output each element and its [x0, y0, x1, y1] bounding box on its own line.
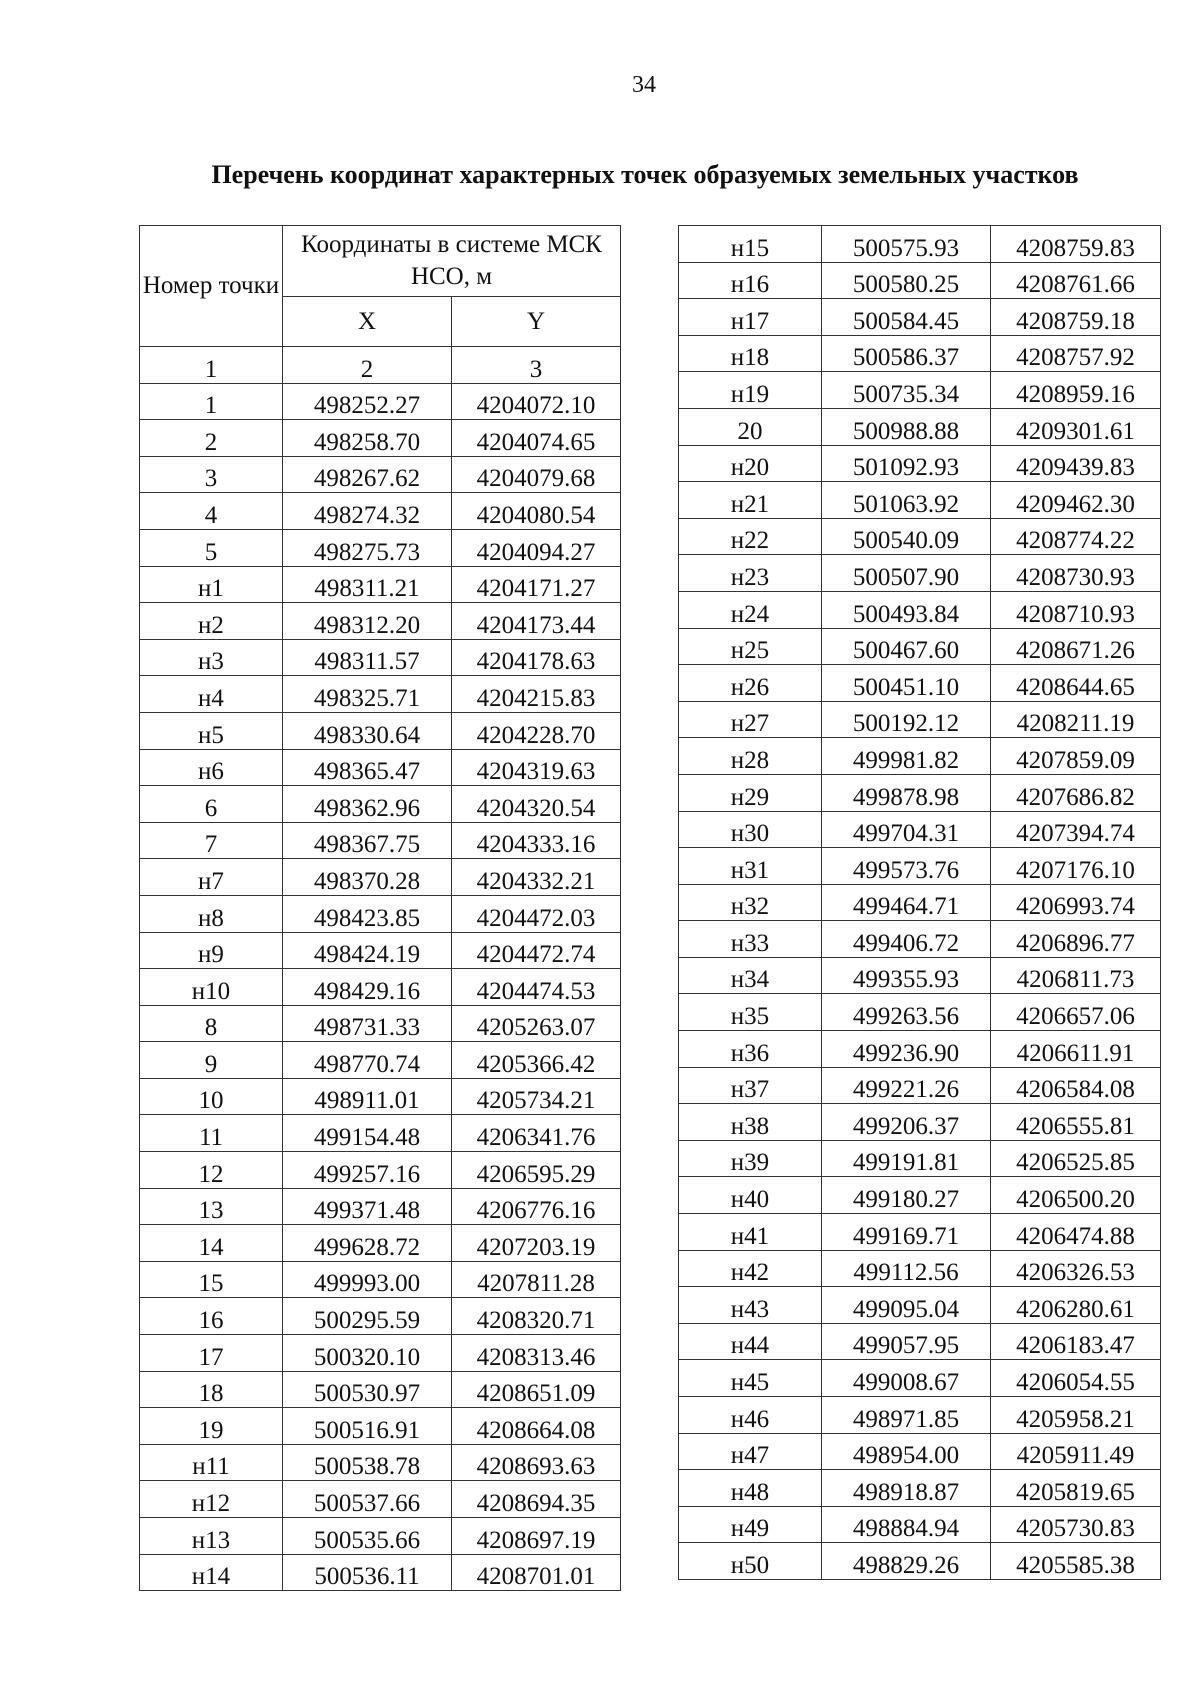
y-coordinate-cell: 4207203.19 [452, 1225, 621, 1262]
y-coordinate-cell: 4206341.76 [452, 1115, 621, 1152]
y-coordinate-cell: 4206500.20 [991, 1177, 1161, 1214]
table-row [140, 1554, 621, 1591]
y-coordinate-cell: 4208959.16 [991, 372, 1161, 409]
table-row [679, 1360, 1161, 1397]
x-coordinate-cell: 498884.94 [822, 1506, 991, 1543]
x-coordinate-cell: 499221.26 [822, 1067, 991, 1104]
point-number-cell: н46 [679, 1397, 822, 1434]
table-row [140, 383, 621, 420]
x-coordinate-cell: 499257.16 [283, 1152, 452, 1189]
y-coordinate-cell: 4204080.54 [452, 493, 621, 530]
x-coordinate-cell: 498312.20 [283, 603, 452, 640]
point-number-cell: 5 [140, 529, 283, 566]
x-coordinate-cell: 498362.96 [283, 786, 452, 823]
y-coordinate-cell: 4206555.81 [991, 1104, 1161, 1141]
point-number-cell: 4 [140, 493, 283, 530]
x-coordinate-cell: 498423.85 [283, 895, 452, 932]
table-row [679, 994, 1161, 1031]
document-title: Перечень координат характерных точек образуемых земельных участков [211, 160, 1079, 189]
y-coordinate-cell: 4207811.28 [452, 1261, 621, 1298]
y-coordinate-cell: 4204332.21 [452, 859, 621, 896]
x-coordinate-cell: 498911.01 [283, 1078, 452, 1115]
x-coordinate-cell: 498275.73 [283, 529, 452, 566]
table-row [679, 1177, 1161, 1214]
y-coordinate-cell: 4208694.35 [452, 1481, 621, 1518]
x-coordinate-cell: 499628.72 [283, 1225, 452, 1262]
point-number-cell: н28 [679, 738, 822, 775]
point-number-cell: 9 [140, 1042, 283, 1079]
y-coordinate-cell: 4206280.61 [991, 1287, 1161, 1324]
table-row [679, 957, 1161, 994]
point-number-cell: 14 [140, 1225, 283, 1262]
y-coordinate-cell: 4205585.38 [991, 1543, 1161, 1580]
page-number: 34 [632, 72, 656, 98]
point-number-cell: н49 [679, 1506, 822, 1543]
point-number-cell: н31 [679, 848, 822, 885]
x-coordinate-cell: 501092.93 [822, 445, 991, 482]
x-coordinate-cell: 500451.10 [822, 665, 991, 702]
point-number-cell: н6 [140, 749, 283, 786]
point-number-cell: 15 [140, 1261, 283, 1298]
y-coordinate-cell: 4204171.27 [452, 566, 621, 603]
point-number-cell: н43 [679, 1287, 822, 1324]
point-number-cell: н36 [679, 1031, 822, 1068]
x-coordinate-cell: 498274.32 [283, 493, 452, 530]
x-coordinate-cell: 498370.28 [283, 859, 452, 896]
table-row [679, 774, 1161, 811]
point-number-cell: 3 [140, 456, 283, 493]
x-coordinate-cell: 498330.64 [283, 712, 452, 749]
point-number-cell: н23 [679, 555, 822, 592]
header-x: X [283, 297, 452, 347]
x-coordinate-cell: 499878.98 [822, 774, 991, 811]
y-coordinate-cell: 4204094.27 [452, 529, 621, 566]
x-coordinate-cell: 498365.47 [283, 749, 452, 786]
table-row [679, 884, 1161, 921]
point-number-cell: 11 [140, 1115, 283, 1152]
table-row [140, 529, 621, 566]
point-number-cell: н8 [140, 895, 283, 932]
x-coordinate-cell: 499154.48 [283, 1115, 452, 1152]
y-coordinate-cell: 4204178.63 [452, 639, 621, 676]
x-coordinate-cell: 499206.37 [822, 1104, 991, 1141]
y-coordinate-cell: 4208701.01 [452, 1554, 621, 1591]
y-coordinate-cell: 4204074.65 [452, 420, 621, 457]
table-row [140, 1042, 621, 1079]
table-row [679, 1433, 1161, 1470]
point-number-cell: н19 [679, 372, 822, 409]
table-row [679, 811, 1161, 848]
table-row [140, 1371, 621, 1408]
point-number-cell: н25 [679, 628, 822, 665]
table-row [140, 1152, 621, 1189]
table-row [140, 822, 621, 859]
x-coordinate-cell: 500538.78 [283, 1444, 452, 1481]
point-number-cell: н35 [679, 994, 822, 1031]
x-coordinate-cell: 499993.00 [283, 1261, 452, 1298]
x-coordinate-cell: 499191.81 [822, 1140, 991, 1177]
table-row [140, 1115, 621, 1152]
table-row [140, 1225, 621, 1262]
point-number-cell: н45 [679, 1360, 822, 1397]
point-number-cell: н22 [679, 518, 822, 555]
x-coordinate-cell: 500537.66 [283, 1481, 452, 1518]
x-coordinate-cell: 499406.72 [822, 921, 991, 958]
x-coordinate-cell: 500467.60 [822, 628, 991, 665]
table-row [140, 859, 621, 896]
y-coordinate-cell: 4206584.08 [991, 1067, 1161, 1104]
point-number-cell: н32 [679, 884, 822, 921]
x-coordinate-cell: 499263.56 [822, 994, 991, 1031]
table-row [679, 1470, 1161, 1507]
y-coordinate-cell: 4205730.83 [991, 1506, 1161, 1543]
x-coordinate-cell: 498258.70 [283, 420, 452, 457]
x-coordinate-cell: 500530.97 [283, 1371, 452, 1408]
point-number-cell: н21 [679, 482, 822, 519]
table-row [679, 1104, 1161, 1141]
y-coordinate-cell: 4206776.16 [452, 1188, 621, 1225]
table-row [679, 445, 1161, 482]
table-row [140, 1518, 621, 1555]
y-coordinate-cell: 4208759.83 [991, 226, 1161, 263]
point-number-cell: н39 [679, 1140, 822, 1177]
y-coordinate-cell: 4207686.82 [991, 774, 1161, 811]
point-number-cell: н9 [140, 932, 283, 969]
y-coordinate-cell: 4209301.61 [991, 408, 1161, 445]
y-coordinate-cell: 4206474.88 [991, 1214, 1161, 1251]
point-number-cell: н10 [140, 969, 283, 1006]
point-number-cell: н11 [140, 1444, 283, 1481]
x-coordinate-cell: 498731.33 [283, 1005, 452, 1042]
point-number-cell: н17 [679, 299, 822, 336]
table-body-left [140, 383, 621, 1591]
table-row [679, 1140, 1161, 1177]
table-row [679, 335, 1161, 372]
x-coordinate-cell: 499169.71 [822, 1214, 991, 1251]
point-number-cell: н34 [679, 957, 822, 994]
x-coordinate-cell: 498325.71 [283, 676, 452, 713]
x-coordinate-cell: 499095.04 [822, 1287, 991, 1324]
table-row [140, 969, 621, 1006]
y-coordinate-cell: 4205263.07 [452, 1005, 621, 1042]
x-coordinate-cell: 498267.62 [283, 456, 452, 493]
x-coordinate-cell: 500536.11 [283, 1554, 452, 1591]
point-number-cell: 10 [140, 1078, 283, 1115]
x-coordinate-cell: 498770.74 [283, 1042, 452, 1079]
y-coordinate-cell: 4204333.16 [452, 822, 621, 859]
table-row [679, 1397, 1161, 1434]
point-number-cell: н30 [679, 811, 822, 848]
x-coordinate-cell: 498429.16 [283, 969, 452, 1006]
y-coordinate-cell: 4205958.21 [991, 1397, 1161, 1434]
table-row [679, 1031, 1161, 1068]
point-number-cell: н2 [140, 603, 283, 640]
point-number-cell: н41 [679, 1214, 822, 1251]
y-coordinate-cell: 4206896.77 [991, 921, 1161, 958]
table-row [140, 1444, 621, 1481]
table-row [140, 895, 621, 932]
x-coordinate-cell: 501063.92 [822, 482, 991, 519]
table-row [679, 299, 1161, 336]
y-coordinate-cell: 4206993.74 [991, 884, 1161, 921]
point-number-cell: н26 [679, 665, 822, 702]
point-number-cell: 16 [140, 1298, 283, 1335]
point-number-cell: 1 [140, 383, 283, 420]
y-coordinate-cell: 4204319.63 [452, 749, 621, 786]
point-number-cell: н42 [679, 1250, 822, 1287]
table-row [679, 482, 1161, 519]
table-body-right [679, 226, 1161, 1580]
header-col-index: 3 [452, 347, 621, 384]
point-number-cell: н27 [679, 701, 822, 738]
header-col-index: 1 [140, 347, 283, 384]
point-number-cell: 6 [140, 786, 283, 823]
y-coordinate-cell: 4205734.21 [452, 1078, 621, 1115]
point-number-cell: н24 [679, 591, 822, 628]
point-number-cell: 12 [140, 1152, 283, 1189]
x-coordinate-cell: 500493.84 [822, 591, 991, 628]
x-coordinate-cell: 498918.87 [822, 1470, 991, 1507]
point-number-cell: н12 [140, 1481, 283, 1518]
table-row [679, 226, 1161, 263]
x-coordinate-cell: 500584.45 [822, 299, 991, 336]
table-row [679, 628, 1161, 665]
point-number-cell: 13 [140, 1188, 283, 1225]
table-row [679, 372, 1161, 409]
point-number-cell: н4 [140, 676, 283, 713]
table-row [140, 786, 621, 823]
header-point-number: Номер точки [140, 226, 283, 347]
point-number-cell: 2 [140, 420, 283, 457]
y-coordinate-cell: 4208759.18 [991, 299, 1161, 336]
y-coordinate-cell: 4207176.10 [991, 848, 1161, 885]
x-coordinate-cell: 499112.56 [822, 1250, 991, 1287]
table-row [140, 456, 621, 493]
point-number-cell: н13 [140, 1518, 283, 1555]
point-number-cell: 7 [140, 822, 283, 859]
table-row [140, 1298, 621, 1335]
point-number-cell: н44 [679, 1323, 822, 1360]
y-coordinate-cell: 4206611.91 [991, 1031, 1161, 1068]
point-number-cell: 20 [679, 408, 822, 445]
point-number-cell: 17 [140, 1335, 283, 1372]
y-coordinate-cell: 4204079.68 [452, 456, 621, 493]
point-number-cell: 8 [140, 1005, 283, 1042]
table-row [140, 1005, 621, 1042]
x-coordinate-cell: 498311.21 [283, 566, 452, 603]
x-coordinate-cell: 499057.95 [822, 1323, 991, 1360]
point-number-cell: 19 [140, 1408, 283, 1445]
point-number-cell: н15 [679, 226, 822, 263]
y-coordinate-cell: 4205911.49 [991, 1433, 1161, 1470]
y-coordinate-cell: 4208693.63 [452, 1444, 621, 1481]
x-coordinate-cell: 499355.93 [822, 957, 991, 994]
table-row [679, 1506, 1161, 1543]
point-number-cell: н38 [679, 1104, 822, 1141]
table-row [140, 1078, 621, 1115]
table-row [140, 932, 621, 969]
table-row [679, 1250, 1161, 1287]
y-coordinate-cell: 4204474.53 [452, 969, 621, 1006]
y-coordinate-cell: 4206326.53 [991, 1250, 1161, 1287]
point-number-cell: н14 [140, 1554, 283, 1591]
table-row [679, 408, 1161, 445]
x-coordinate-cell: 499573.76 [822, 848, 991, 885]
table-row [679, 921, 1161, 958]
y-coordinate-cell: 4209439.83 [991, 445, 1161, 482]
table-row [679, 701, 1161, 738]
table-row [140, 1408, 621, 1445]
table-row [140, 420, 621, 457]
y-coordinate-cell: 4207859.09 [991, 738, 1161, 775]
y-coordinate-cell: 4205819.65 [991, 1470, 1161, 1507]
coordinates-table-left [139, 225, 621, 1591]
table-row [679, 738, 1161, 775]
table-row [679, 1543, 1161, 1580]
y-coordinate-cell: 4206183.47 [991, 1323, 1161, 1360]
x-coordinate-cell: 500295.59 [283, 1298, 452, 1335]
table-row [140, 639, 621, 676]
table-row [679, 1323, 1161, 1360]
y-coordinate-cell: 4206595.29 [452, 1152, 621, 1189]
table-row [140, 1481, 621, 1518]
y-coordinate-cell: 4206054.55 [991, 1360, 1161, 1397]
y-coordinate-cell: 4208671.26 [991, 628, 1161, 665]
point-number-cell: н33 [679, 921, 822, 958]
point-number-cell: н1 [140, 566, 283, 603]
point-number-cell: н16 [679, 262, 822, 299]
x-coordinate-cell: 498311.57 [283, 639, 452, 676]
point-number-cell: н50 [679, 1543, 822, 1580]
y-coordinate-cell: 4208710.93 [991, 591, 1161, 628]
table-row [679, 665, 1161, 702]
table-row [679, 262, 1161, 299]
x-coordinate-cell: 500320.10 [283, 1335, 452, 1372]
y-coordinate-cell: 4208730.93 [991, 555, 1161, 592]
y-coordinate-cell: 4209462.30 [991, 482, 1161, 519]
point-number-cell: н3 [140, 639, 283, 676]
table-row [679, 1287, 1161, 1324]
x-coordinate-cell: 498971.85 [822, 1397, 991, 1434]
table-row [140, 749, 621, 786]
y-coordinate-cell: 4206525.85 [991, 1140, 1161, 1177]
x-coordinate-cell: 500586.37 [822, 335, 991, 372]
table-row [140, 676, 621, 713]
point-number-cell: н37 [679, 1067, 822, 1104]
y-coordinate-cell: 4208320.71 [452, 1298, 621, 1335]
y-coordinate-cell: 4208761.66 [991, 262, 1161, 299]
point-number-cell: н20 [679, 445, 822, 482]
y-coordinate-cell: 4206657.06 [991, 994, 1161, 1031]
header-coord-system: Координаты в системе МСК НСО, м [283, 226, 621, 297]
y-coordinate-cell: 4208774.22 [991, 518, 1161, 555]
header-y: Y [452, 297, 621, 347]
x-coordinate-cell: 500535.66 [283, 1518, 452, 1555]
y-coordinate-cell: 4208664.08 [452, 1408, 621, 1445]
header-col-index: 2 [283, 347, 452, 384]
point-number-cell: н5 [140, 712, 283, 749]
point-number-cell: н40 [679, 1177, 822, 1214]
x-coordinate-cell: 500192.12 [822, 701, 991, 738]
table-row [679, 555, 1161, 592]
coordinates-table-right [678, 225, 1161, 1580]
y-coordinate-cell: 4206811.73 [991, 957, 1161, 994]
table-row [679, 848, 1161, 885]
table-row [140, 1261, 621, 1298]
x-coordinate-cell: 499981.82 [822, 738, 991, 775]
y-coordinate-cell: 4204472.03 [452, 895, 621, 932]
x-coordinate-cell: 499464.71 [822, 884, 991, 921]
table-row [140, 493, 621, 530]
y-coordinate-cell: 4204173.44 [452, 603, 621, 640]
table-row [679, 1067, 1161, 1104]
x-coordinate-cell: 500988.88 [822, 408, 991, 445]
x-coordinate-cell: 500575.93 [822, 226, 991, 263]
y-coordinate-cell: 4204472.74 [452, 932, 621, 969]
table-row [679, 518, 1161, 555]
x-coordinate-cell: 498829.26 [822, 1543, 991, 1580]
x-coordinate-cell: 498252.27 [283, 383, 452, 420]
point-number-cell: н29 [679, 774, 822, 811]
y-coordinate-cell: 4208697.19 [452, 1518, 621, 1555]
point-number-cell: н47 [679, 1433, 822, 1470]
y-coordinate-cell: 4204320.54 [452, 786, 621, 823]
table-row [140, 603, 621, 640]
x-coordinate-cell: 500540.09 [822, 518, 991, 555]
y-coordinate-cell: 4208651.09 [452, 1371, 621, 1408]
x-coordinate-cell: 499180.27 [822, 1177, 991, 1214]
table-row [140, 712, 621, 749]
point-number-cell: н48 [679, 1470, 822, 1507]
y-coordinate-cell: 4204072.10 [452, 383, 621, 420]
x-coordinate-cell: 498954.00 [822, 1433, 991, 1470]
x-coordinate-cell: 498367.75 [283, 822, 452, 859]
table-row [679, 1214, 1161, 1251]
table-row [140, 566, 621, 603]
point-number-cell: н18 [679, 335, 822, 372]
table-row [679, 591, 1161, 628]
table-row [140, 1188, 621, 1225]
x-coordinate-cell: 500580.25 [822, 262, 991, 299]
y-coordinate-cell: 4207394.74 [991, 811, 1161, 848]
y-coordinate-cell: 4204215.83 [452, 676, 621, 713]
point-number-cell: н7 [140, 859, 283, 896]
x-coordinate-cell: 499236.90 [822, 1031, 991, 1068]
x-coordinate-cell: 498424.19 [283, 932, 452, 969]
x-coordinate-cell: 500735.34 [822, 372, 991, 409]
y-coordinate-cell: 4205366.42 [452, 1042, 621, 1079]
x-coordinate-cell: 499704.31 [822, 811, 991, 848]
y-coordinate-cell: 4208644.65 [991, 665, 1161, 702]
y-coordinate-cell: 4204228.70 [452, 712, 621, 749]
y-coordinate-cell: 4208211.19 [991, 701, 1161, 738]
point-number-cell: 18 [140, 1371, 283, 1408]
x-coordinate-cell: 499008.67 [822, 1360, 991, 1397]
y-coordinate-cell: 4208313.46 [452, 1335, 621, 1372]
x-coordinate-cell: 500516.91 [283, 1408, 452, 1445]
y-coordinate-cell: 4208757.92 [991, 335, 1161, 372]
x-coordinate-cell: 500507.90 [822, 555, 991, 592]
table-row [140, 1335, 621, 1372]
x-coordinate-cell: 499371.48 [283, 1188, 452, 1225]
